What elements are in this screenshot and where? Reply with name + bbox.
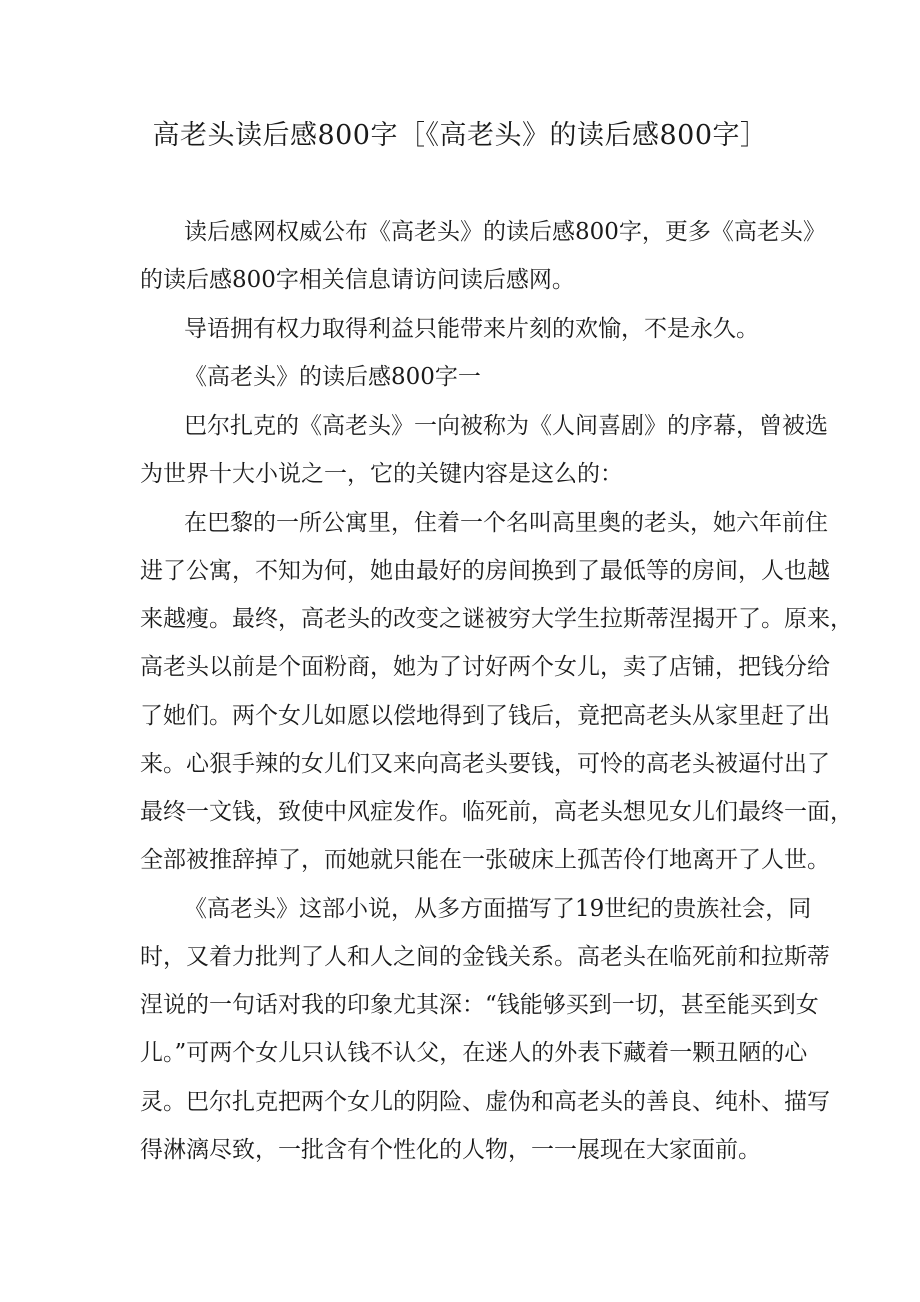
paragraph-2-line-1: 在巴黎的一所公寓里，住着一个名叫高里奥的老头，她六年前住 (184, 510, 828, 536)
paragraph-1-line-2: 为世界十大小说之一，它的关键内容是这么的： (140, 461, 623, 487)
paragraph-3-line-1: 《高老头》这部小说，从多方面描写了19世纪的贵族社会，同 (184, 896, 812, 922)
paragraph-3-line-5: 灵。巴尔扎克把两个女儿的阴险、虚伪和高老头的善良、纯朴、描写 (140, 1089, 830, 1115)
paragraph-2-line-7: 最终一文钱，致使中风症发作。临死前，高老头想见女儿们最终一面， (140, 799, 853, 825)
paragraph-2-line-4: 高老头以前是个面粉商，她为了讨好两个女儿，卖了店铺，把钱分给 (140, 654, 830, 680)
paragraph-3-line-6: 得淋漓尽致，一批含有个性化的人物，一一展现在大家面前。 (140, 1137, 761, 1163)
paragraph-2-line-8: 全部被推辞掉了，而她就只能在一张破床上孤苦伶仃地离开了人世。 (140, 847, 830, 873)
document-title: 高老头读后感800字［《高老头》的读后感800字］ (152, 120, 768, 151)
section-heading: 《高老头》的读后感800字一 (184, 364, 481, 390)
paragraph-3-line-4: 儿。”可两个女儿只认钱不认父，在迷人的外表下藏着一颗丑陋的心 (140, 1040, 808, 1066)
paragraph-2-line-6: 来。心狠手辣的女儿们又来向高老头要钱，可怜的高老头被逼付出了 (140, 751, 830, 777)
paragraph-3-line-2: 时，又着力批判了人和人之间的金钱关系。高老头在临死前和拉斯蒂 (140, 944, 830, 970)
lead-paragraph: 导语拥有权力取得利益只能带来片刻的欢愉，不是永久。 (184, 316, 759, 342)
paragraph-1-line-1: 巴尔扎克的《高老头》一向被称为《人间喜剧》的序幕，曾被选 (184, 413, 828, 439)
paragraph-3-line-3: 涅说的一句话对我的印象尤其深：“钱能够买到一切，甚至能买到女 (140, 992, 819, 1018)
paragraph-2-line-2: 进了公寓，不知为何，她由最好的房间换到了最低等的房间，人也越 (140, 558, 830, 584)
paragraph-2-line-3: 来越瘦。最终，高老头的改变之谜被穷大学生拉斯蒂涅揭开了。原来， (140, 606, 853, 632)
intro-line-1: 读后感网权威公布《高老头》的读后感800字，更多《高老头》 (184, 219, 826, 245)
intro-line-2: 的读后感800字相关信息请访问读后感网。 (140, 267, 575, 293)
paragraph-2-line-5: 了她们。两个女儿如愿以偿地得到了钱后，竟把高老头从家里赶了出 (140, 703, 830, 729)
